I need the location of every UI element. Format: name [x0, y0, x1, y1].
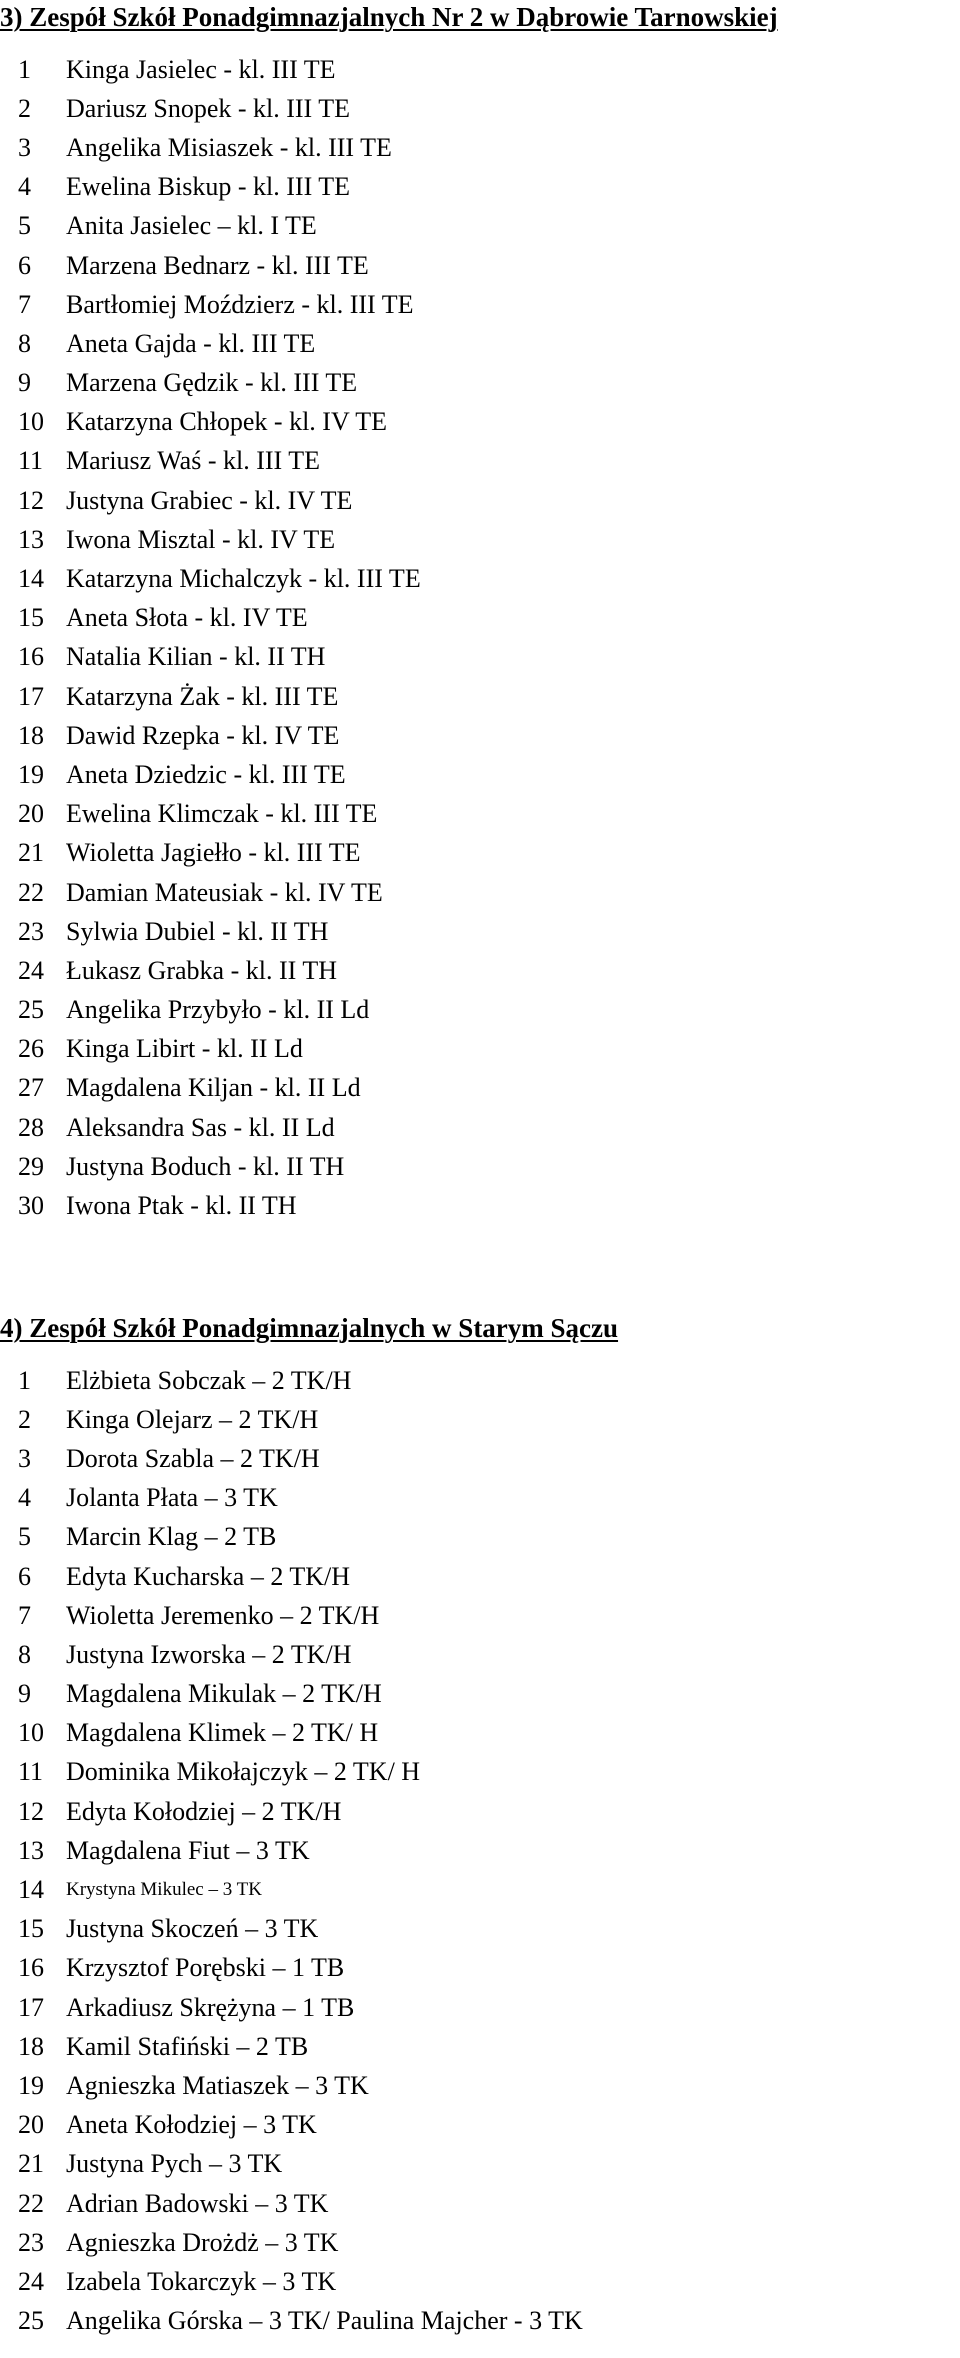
item-text: Agnieszka Drożdż – 3 TK	[66, 2227, 339, 2257]
item-number: 4	[18, 1483, 31, 1513]
item-text: Justyna Boduch - kl. II TH	[66, 1151, 345, 1181]
item-text: Elżbieta Sobczak – 2 TK/H	[66, 1365, 352, 1395]
item-number: 4	[18, 172, 31, 202]
item-number: 23	[18, 2227, 44, 2257]
item-text: Magdalena Klimek – 2 TK/ H	[66, 1718, 379, 1748]
list-item	[0, 1439, 583, 1478]
list-item	[0, 716, 421, 755]
item-text: Dominika Mikołajczyk – 2 TK/ H	[66, 1757, 421, 1787]
item-text: Natalia Kilian - kl. II TH	[66, 642, 326, 672]
item-text: Katarzyna Michalczyk - kl. III TE	[66, 564, 421, 594]
item-text: Magdalena Fiut – 3 TK	[66, 1835, 310, 1865]
item-text: Dorota Szabla – 2 TK/H	[66, 1443, 320, 1473]
list-item	[0, 1400, 583, 1439]
item-number: 1	[18, 1365, 31, 1395]
item-text: Justyna Izworska – 2 TK/H	[66, 1639, 352, 1669]
list-item	[0, 1714, 583, 1753]
item-text: Marcin Klag – 2 TB	[66, 1522, 277, 1552]
item-text: Sylwia Dubiel - kl. II TH	[66, 916, 329, 946]
list-item	[0, 834, 421, 873]
item-text: Kamil Stafiński – 2 TB	[66, 2031, 309, 2061]
item-text: Damian Mateusiak - kl. IV TE	[66, 877, 383, 907]
item-text: Agnieszka Matiaszek – 3 TK	[66, 2070, 369, 2100]
list-item	[0, 2302, 583, 2341]
list-item	[0, 2027, 583, 2066]
item-number: 15	[18, 603, 44, 633]
list-item	[0, 1030, 421, 1069]
item-text: Krystyna Mikulec – 3 TK	[66, 1879, 262, 1901]
item-number: 24	[18, 2266, 44, 2296]
item-number: 3	[18, 1443, 31, 1473]
item-text: Katarzyna Chłopek - kl. IV TE	[66, 407, 388, 437]
item-number: 26	[18, 1034, 44, 1064]
item-text: Aneta Dziedzic - kl. III TE	[66, 759, 346, 789]
item-number: 25	[18, 995, 44, 1025]
item-text: Dawid Rzepka - kl. IV TE	[66, 720, 340, 750]
list-item	[0, 1635, 583, 1674]
list-item	[0, 1792, 583, 1831]
item-number: 24	[18, 955, 44, 985]
item-text: Edyta Kołodziej – 2 TK/H	[66, 1796, 342, 1826]
item-text: Kinga Libirt - kl. II Ld	[66, 1034, 303, 1064]
item-text: Iwona Misztal - kl. IV TE	[66, 524, 336, 554]
item-text: Łukasz Grabka - kl. II TH	[66, 955, 337, 985]
item-text: Iwona Ptak - kl. II TH	[66, 1191, 297, 1221]
item-text: Kinga Olejarz – 2 TK/H	[66, 1404, 319, 1434]
item-text: Izabela Tokarczyk – 3 TK	[66, 2266, 337, 2296]
list-item	[0, 128, 421, 167]
item-number: 2	[18, 93, 31, 123]
item-text: Magdalena Mikulak – 2 TK/H	[66, 1679, 382, 1709]
list-item	[0, 755, 421, 794]
item-number: 2	[18, 1404, 31, 1434]
item-text: Katarzyna Żak - kl. III TE	[66, 681, 339, 711]
item-number: 3	[18, 132, 31, 162]
list-item	[0, 912, 421, 951]
item-number: 12	[18, 1796, 44, 1826]
list-item	[0, 207, 421, 246]
list-item	[0, 677, 421, 716]
list-item	[0, 50, 421, 89]
list-item	[0, 1557, 583, 1596]
list-item	[0, 1361, 583, 1400]
item-number: 27	[18, 1073, 44, 1103]
item-text: Kinga Jasielec - kl. III TE	[66, 54, 336, 84]
item-number: 10	[18, 407, 44, 437]
list-item	[0, 1831, 583, 1870]
section-title: 3) Zespół Szkół Ponadgimnazjalnych Nr 2 w Dąbrowie Tarnowskiej	[0, 2, 778, 32]
list-item	[0, 951, 421, 990]
item-text: Mariusz Waś - kl. III TE	[66, 446, 320, 476]
item-text: Aneta Słota - kl. IV TE	[66, 603, 308, 633]
item-number: 15	[18, 1914, 44, 1944]
item-number: 7	[18, 289, 31, 319]
list-item	[0, 364, 421, 403]
list-item	[0, 2223, 583, 2262]
list-item	[0, 1753, 583, 1792]
item-text: Krzysztof Porębski – 1 TB	[66, 1953, 345, 1983]
item-number: 19	[18, 759, 44, 789]
item-text: Jolanta Płata – 3 TK	[66, 1483, 278, 1513]
item-number: 13	[18, 524, 44, 554]
section-title: 4) Zespół Szkół Ponadgimnazjalnych w Starym Sączu	[0, 1313, 619, 1343]
item-text: Angelika Misiaszek - kl. III TE	[66, 132, 392, 162]
list-item	[0, 2184, 583, 2223]
item-text: Justyna Grabiec - kl. IV TE	[66, 485, 353, 515]
item-number: 6	[18, 1561, 31, 1591]
item-number: 28	[18, 1112, 44, 1142]
item-text: Edyta Kucharska – 2 TK/H	[66, 1561, 351, 1591]
item-text: Anita Jasielec – kl. I TE	[66, 211, 317, 241]
item-number: 9	[18, 368, 31, 398]
item-text: Aneta Kołodziej – 3 TK	[66, 2110, 317, 2140]
item-number: 22	[18, 877, 44, 907]
item-number: 30	[18, 1191, 44, 1221]
item-text: Angelika Przybyło - kl. II Ld	[66, 995, 370, 1025]
list-item	[0, 1988, 583, 2027]
list-item	[0, 1596, 583, 1635]
item-number: 20	[18, 799, 44, 829]
item-number: 14	[18, 564, 44, 594]
item-text: Dariusz Snopek - kl. III TE	[66, 93, 351, 123]
item-number: 6	[18, 250, 31, 280]
list-item	[0, 1479, 583, 1518]
list-item	[0, 324, 421, 363]
item-number: 20	[18, 2110, 44, 2140]
item-number: 16	[18, 642, 44, 672]
list-item	[0, 1147, 421, 1186]
item-number: 25	[18, 2306, 44, 2336]
list-item	[0, 1518, 583, 1557]
list-item	[0, 520, 421, 559]
item-number: 29	[18, 1151, 44, 1181]
list-item	[0, 2145, 583, 2184]
item-text: Marzena Bednarz - kl. III TE	[66, 250, 369, 280]
item-text: Wioletta Jagiełło - kl. III TE	[66, 838, 361, 868]
item-text: Magdalena Kiljan - kl. II Ld	[66, 1073, 361, 1103]
item-number: 11	[18, 446, 44, 476]
item-text: Adrian Badowski – 3 TK	[66, 2188, 329, 2218]
item-number: 7	[18, 1600, 31, 1630]
item-number: 23	[18, 916, 44, 946]
list-item	[0, 1675, 583, 1714]
list-item	[0, 1870, 583, 1909]
item-number: 8	[18, 1639, 31, 1669]
item-text: Marzena Gędzik - kl. III TE	[66, 368, 358, 398]
item-number: 12	[18, 485, 44, 515]
list-item	[0, 442, 421, 481]
list-item	[0, 795, 421, 834]
list-item	[0, 2106, 583, 2145]
list-item	[0, 481, 421, 520]
item-text: Wioletta Jeremenko – 2 TK/H	[66, 1600, 380, 1630]
item-text: Ewelina Klimczak - kl. III TE	[66, 799, 378, 829]
item-text: Arkadiusz Skrężyna – 1 TB	[66, 1992, 355, 2022]
list-item	[0, 403, 421, 442]
item-text: Justyna Pych – 3 TK	[66, 2149, 283, 2179]
item-text: Ewelina Biskup - kl. III TE	[66, 172, 351, 202]
item-number: 9	[18, 1679, 31, 1709]
list-item	[0, 1949, 583, 1988]
item-text: Aneta Gajda - kl. III TE	[66, 328, 316, 358]
item-number: 5	[18, 1522, 31, 1552]
item-number: 8	[18, 328, 31, 358]
list-item	[0, 1069, 421, 1108]
list-item	[0, 1108, 421, 1147]
item-text: Angelika Górska – 3 TK/ Paulina Majcher - 3 TK	[66, 2306, 583, 2336]
list-item	[0, 285, 421, 324]
list-item	[0, 89, 421, 128]
item-number: 19	[18, 2070, 44, 2100]
item-number: 5	[18, 211, 31, 241]
item-number: 14	[18, 1875, 44, 1905]
list-item	[0, 638, 421, 677]
item-number: 18	[18, 2031, 44, 2061]
list-item	[0, 1910, 583, 1949]
item-number: 17	[18, 1992, 44, 2022]
item-number: 13	[18, 1835, 44, 1865]
item-number: 22	[18, 2188, 44, 2218]
item-text: Aleksandra Sas - kl. II Ld	[66, 1112, 335, 1142]
participant-list	[0, 50, 421, 1226]
item-number: 21	[18, 838, 44, 868]
item-number: 11	[18, 1757, 44, 1787]
item-number: 21	[18, 2149, 44, 2179]
item-text: Justyna Skoczeń – 3 TK	[66, 1914, 319, 1944]
participant-list	[0, 1361, 583, 2341]
item-number: 16	[18, 1953, 44, 1983]
list-item	[0, 2262, 583, 2301]
item-text: Bartłomiej Moździerz - kl. III TE	[66, 289, 414, 319]
list-item	[0, 599, 421, 638]
list-item	[0, 991, 421, 1030]
list-item	[0, 1186, 421, 1225]
list-item	[0, 873, 421, 912]
item-number: 10	[18, 1718, 44, 1748]
list-item	[0, 246, 421, 285]
list-item	[0, 559, 421, 598]
item-number: 17	[18, 681, 44, 711]
list-item	[0, 168, 421, 207]
item-number: 1	[18, 54, 31, 84]
item-number: 18	[18, 720, 44, 750]
list-item	[0, 2066, 583, 2105]
